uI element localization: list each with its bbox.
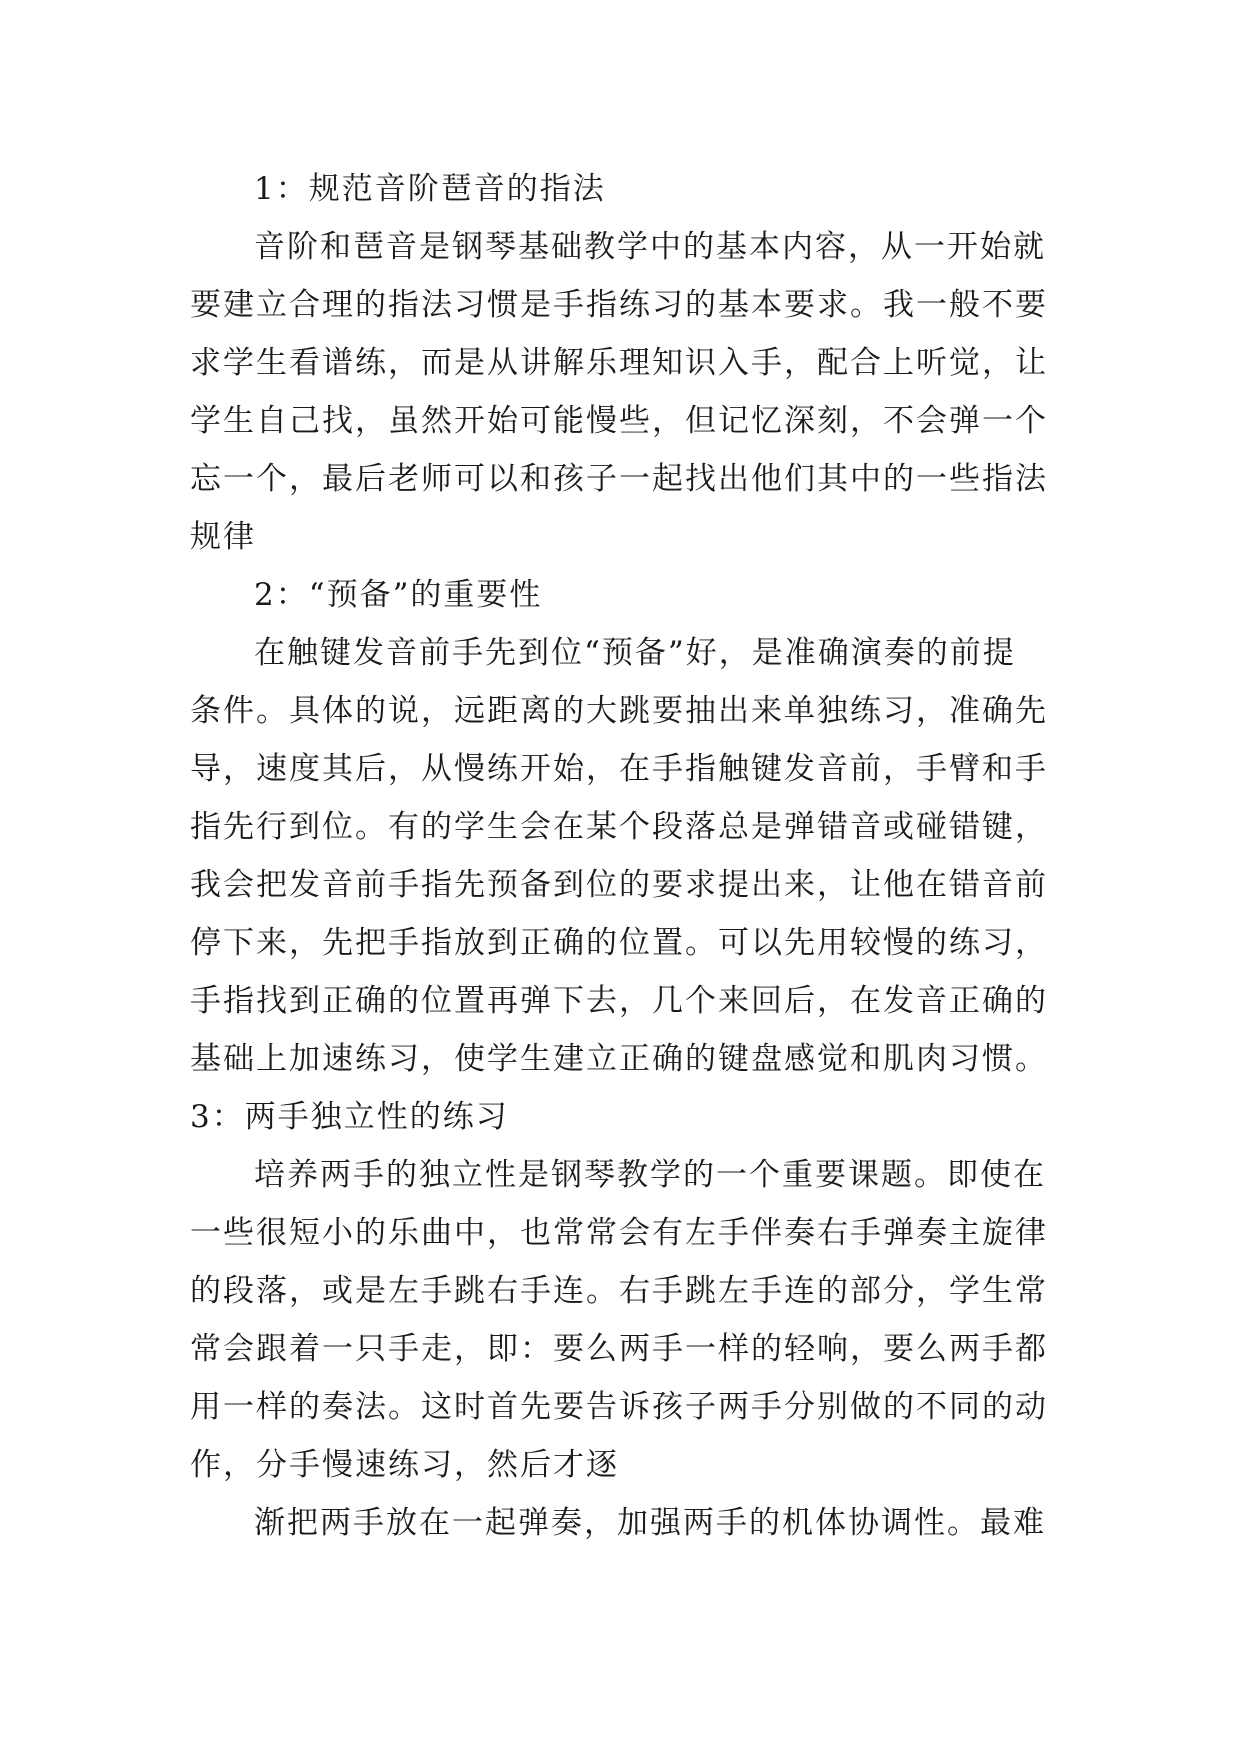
paragraph-line: 学生自己找，虽然开始可能慢些，但记忆深刻，不会弹一个	[190, 403, 1048, 439]
paragraph-line: 手指找到正确的位置再弹下去，几个来回后，在发音正确的	[190, 983, 1048, 1019]
paragraph-line: 基础上加速练习，使学生建立正确的键盘感觉和肌肉习惯。	[190, 1041, 1048, 1077]
section-heading-1: 1：规范音阶琶音的指法	[254, 171, 606, 207]
paragraph-line: 培养两手的独立性是钢琴教学的一个重要课题。即使在	[254, 1157, 1046, 1193]
document-body	[190, 160, 1070, 1552]
paragraph-line: 一些很短小的乐曲中，也常常会有左手伴奏右手弹奏主旋律	[190, 1215, 1048, 1251]
paragraph-line: 规律	[190, 519, 256, 555]
paragraph-line: 用一样的奏法。这时首先要告诉孩子两手分别做的不同的动	[190, 1389, 1048, 1425]
paragraph-line: 的段落，或是左手跳右手连。右手跳左手连的部分，学生常	[190, 1273, 1048, 1309]
paragraph-line: 忘一个，最后老师可以和孩子一起找出他们其中的一些指法	[190, 461, 1048, 497]
paragraph-line: 停下来，先把手指放到正确的位置。可以先用较慢的练习，	[190, 925, 1048, 961]
paragraph-line: 条件。具体的说，远距离的大跳要抽出来单独练习，准确先	[190, 693, 1048, 729]
paragraph-line: 我会把发音前手指先预备到位的要求提出来，让他在错音前	[190, 867, 1048, 903]
paragraph-line: 导，速度其后，从慢练开始，在手指触键发音前，手臂和手	[190, 751, 1048, 787]
paragraph-line: 渐把两手放在一起弹奏，加强两手的机体协调性。最难	[254, 1505, 1046, 1541]
paragraph-line: 常会跟着一只手走，即：要么两手一样的轻响，要么两手都	[190, 1331, 1048, 1367]
paragraph-line: 音阶和琶音是钢琴基础教学中的基本内容，从一开始就	[254, 229, 1046, 265]
paragraph-line: 作，分手慢速练习，然后才逐	[190, 1447, 619, 1483]
paragraph-line: 求学生看谱练，而是从讲解乐理知识入手，配合上听觉，让	[190, 345, 1048, 381]
paragraph-line: 指先行到位。有的学生会在某个段落总是弹错音或碰错键，	[190, 809, 1048, 845]
section-heading-2: 2：“预备”的重要性	[254, 577, 543, 613]
paragraph-line: 在触键发音前手先到位“预备”好，是准确演奏的前提	[254, 635, 1016, 671]
section-heading-3: 3：两手独立性的练习	[190, 1099, 509, 1135]
paragraph-line: 要建立合理的指法习惯是手指练习的基本要求。我一般不要	[190, 287, 1048, 323]
